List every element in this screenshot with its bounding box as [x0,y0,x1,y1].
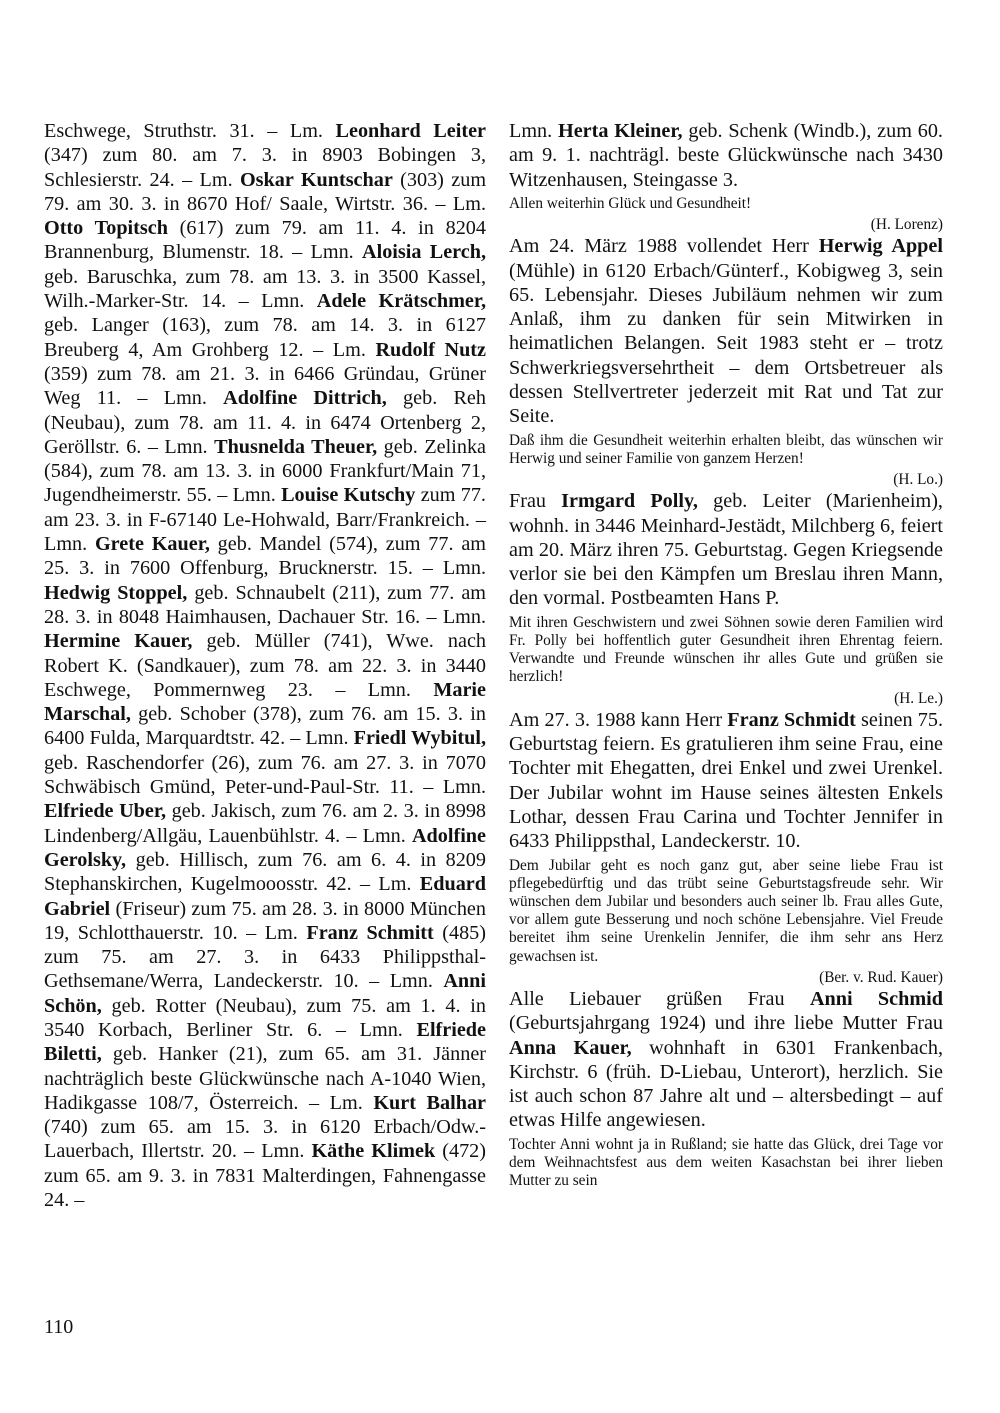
person-name: Käthe Klimek [311,1140,436,1163]
text-run: geb. Raschendorfer (26), zum 76. am 27. 3. in 7070 Schwäbisch Gmünd, Peter-und-Paul-Str. 11. – Lmn. [44,751,486,799]
text-run: (359) zum 78. am 21. 3. in 6466 Gründau, Grüner Weg 11. – Lmn. [44,362,486,410]
text-run: Lmn. [509,120,559,142]
text-run: (617) zum 79. am 11. 4. in 8204 Brannenburg, Blumenstr. 18. – Lmn. [44,217,486,264]
text-run: geb. Hillisch, zum 76. am 6. 4. in 8209 Stephanskirchen, Kugelmooosstr. 42. – Lm. [44,848,486,896]
text-run: geb. Hanker (21), zum 65. am 31. Jänner nachträglich beste Glückwünsche nach A-1040 Wien, Hadikgasse 108/7, Österreich. – Lm. [44,1043,486,1114]
text-run: Am 27. 3. 1988 kann Herr [509,708,728,731]
person-name: Franz Schmidt [727,708,856,731]
text-run: geb. Rotter (Neubau), zum 75. am 1. 4. in 3540 Korbach, Berliner Str. 6. – Lmn. [44,994,486,1041]
text-run: seinen 75. Geburtstag feiern. Es gratulieren ihm seine Frau, eine Tochter mit Ehegatten, drei Enkel und zwei Urenkel. Der Jubilar wohnt im Hause seines ältesten Enkels Lothar, dessen Frau Carina und Tochter Jennifer in 6433 Philippsthal, Landeckerstr. 10. [509,708,943,853]
text-run: (347) zum 80. am 7. 3. in 8903 Bobingen 3, Schlesierstr. 24. – Lm. [44,144,486,191]
text-run: (472) zum 65. am 9. 3. in 7831 Malterdingen, Fahnengasse 24. – [44,1140,486,1212]
person-name: Anna Kauer, [509,1036,632,1059]
text-run: (485) zum 75. am 27. 3. in 6433 Philippsthal-Gethsemane/Werra, Landeckerstr. 10. – Lmn. [44,921,486,993]
person-name: Rudolf Nutz [375,338,486,361]
text-run: geb. Schober (378), zum 76. am 15. 3. in 6400 Fulda, Marquardtstr. 42. – Lmn. [44,703,486,750]
text-run: (Geburtsjahrgang 1924) und ihre liebe Mutter Frau [509,1012,943,1035]
note-wishes-1: Allen weiterhin Glück und Gesundheit! [509,194,752,212]
person-name: Leonhard Leiter [335,120,486,142]
note-anni-russia: Tochter Anni wohnt ja in Rußland; sie hatte das Glück, drei Tage vor dem Weihnachtsfest aus dem weiten Kasachstan bei ihrer lieben Mutter zu sein [509,1135,943,1190]
text-run: Eschwege, Struthstr. 31. – Lm. [44,120,336,142]
text-run: geb. Müller (741), Wwe. nach Robert K. (Sandkauer), zum 78. am 22. 3. in 3440 Eschwege, Pommernweg 23. – Lmn. [44,630,487,701]
signature-3: (H. Le.) [894,689,943,707]
person-name: Herwig Appel [818,235,943,258]
text-run: geb. Reh (Neubau), zum 78. am 11. 4. in 6474 Ortenberg 2, Geröllstr. 6. – Lmn. [44,387,486,458]
text-run: (303) zum 79. am 30. 3. in 8670 Hof/ Saale, Wirtstr. 36. – Lm. [44,168,487,215]
signature-1: (H. Lorenz) [870,216,943,234]
person-name: Otto Topitsch [44,217,168,240]
text-run: Frau [509,490,562,513]
person-name: Adolfine Dittrich, [223,387,387,410]
person-name: Adolfine Gerolsky, [44,824,486,871]
person-name: Elfriede Uber, [44,800,167,823]
person-name: Friedl Wybitul, [353,727,486,750]
person-name: Anni Schön, [44,970,486,1017]
right-column [509,119,943,1193]
person-name: Franz Schmitt [306,921,434,944]
text-run: geb. Jakisch, zum 76. am 2. 3. in 8998 Lindenberg/Allgäu, Lauenbühlstr. 4. – Lmn. [44,800,487,847]
text-run: zum 77. am 23. 3. in F-67140 Le-Hohwald, Barr/Frankreich. – Lmn. [44,484,486,556]
left-column [44,119,486,1212]
text-run: geb. Langer (163), zum 78. am 14. 3. in 6127 Breuberg 4, Am Grohberg 12. – Lm. [44,314,486,361]
text-run: wohnhaft in 6301 Frankenbach, Kirchstr. 6 (früh. D-Liebau, Unterort), herzlich. Sie ist auch schon 87 Jahre alt und – altersbedingt – auf etwas Hilfe angewiesen. [509,1036,943,1132]
text-run: geb. Baruschka, zum 78. am 13. 3. in 3500 Kassel, Wilh.-Marker-Str. 14. – Lmn. [44,265,486,313]
person-name: Hedwig Stoppel, [44,581,188,604]
person-name: Oskar Kuntschar [239,168,393,191]
person-name: Anni Schmid [809,987,943,1010]
note-wishes-3: Mit ihren Geschwistern und zwei Söhnen sowie deren Familien wird Fr. Polly bei hoffentlich guter Gesundheit ihren Ehrentag feiern. Verwandte und Freunde wünschen ihr alles Gute und grüßen sie herzlich! [509,613,943,686]
person-name: Irmgard Polly, [561,490,698,513]
text-run: geb. Schnaubelt (211), zum 77. am 28. 3. in 8048 Haimhausen, Dachauer Str. 16. – Lmn. [44,581,486,628]
person-name: Thusnelda Theuer, [214,435,378,458]
note-wishes-4: Dem Jubilar geht es noch ganz gut, aber seine liebe Frau ist pflegebedürftig und das trübt seine Geburtstagsfreude sehr. Wir wünschen dem Jubilar und besonders auch seiner lb. Frau alles Gute, vor allem gute Besserung und noch schöne Lebensjahre. Viel Freude bereitet ihm seine Urenkelin Jennifer, die ihm sehr ans Herz gewachsen ist. [509,856,943,965]
person-name: Elfriede Biletti, [44,1018,486,1066]
text-run: (Mühle) in 6120 Erbach/Günterf., Kobigweg 3, sein 65. Lebensjahr. Dieses Jubiläum nehmen wir zum Anlaß, ihm zu danken für sein Mitwirken in heimatlichen Belangen. Seit 1983 steht er – trotz Schwerkriegsversehrtheit – dem Ortsbetreuer als dessen Stellvertreter jederzeit mit Rat und Tat zur Seite. [509,259,943,428]
person-name: Aloisia Lerch, [362,241,486,264]
signature-2: (H. Lo.) [893,471,943,489]
text-run: Alle Liebauer grüßen Frau [509,987,810,1010]
person-name: Adele Krätschmer, [316,290,486,313]
person-name: Eduard Gabriel [44,873,486,920]
text-run: geb. Zelinka (584), zum 78. am 13. 3. in 6000 Frankfurt/Main 71, Jugendheimerstr. 55. – Lmn. [44,435,486,507]
text-run: geb. Leiter (Marienheim), wohnh. in 3446 Meinhard-Jestädt, Milchberg 6, feiert am 20. März ihren 75. Geburtstag. Gegen Kriegsende verlor sie bei den Kämpfen um Breslau ihren Mann, den vormal. Postbeamten Hans P. [509,490,943,610]
person-name: Marie Marschal, [44,678,486,726]
franz-schmidt-paragraph [509,708,943,854]
text-run: geb. Schenk (Windb.), zum 60. am 9. 1. nachträgl. beste Glückwünsche nach 3430 Witzenhausen, Steingasse 3. [509,120,943,191]
note-wishes-2: Daß ihm die Gesundheit weiterhin erhalten bleibt, das wünschen wir Herwig und seiner Familie von ganzem Herzen! [509,431,943,467]
anni-schmid-paragraph [509,987,943,1133]
herta-kleiner-paragraph [509,119,943,192]
person-name: Hermine Kauer, [44,630,193,653]
irmgard-polly-paragraph [509,489,943,610]
text-run: (Friseur) zum 75. am 28. 3. in 8000 München 19, Schlotthauerstr. 10. – Lm. [44,897,486,944]
text-run: (740) zum 65. am 15. 3. in 6120 Erbach/Odw.-Lauerbach, Illertstr. 20. – Lmn. [44,1116,486,1163]
signature-4: (Ber. v. Rud. Kauer) [819,968,943,986]
page-number: 110 [44,1316,74,1338]
birthday-list-paragraph [44,119,486,1212]
person-name: Louise Kutschy [281,484,416,507]
text-run: Am 24. März 1988 vollendet Herr [509,235,819,258]
person-name: Grete Kauer, [94,533,210,556]
herwig-appel-paragraph [509,234,943,428]
person-name: Herta Kleiner, [558,120,683,142]
person-name: Kurt Balhar [373,1091,486,1114]
text-run: geb. Mandel (574), zum 77. am 25. 3. in 7600 Offenburg, Brucknerstr. 15. – Lmn. [44,533,486,580]
